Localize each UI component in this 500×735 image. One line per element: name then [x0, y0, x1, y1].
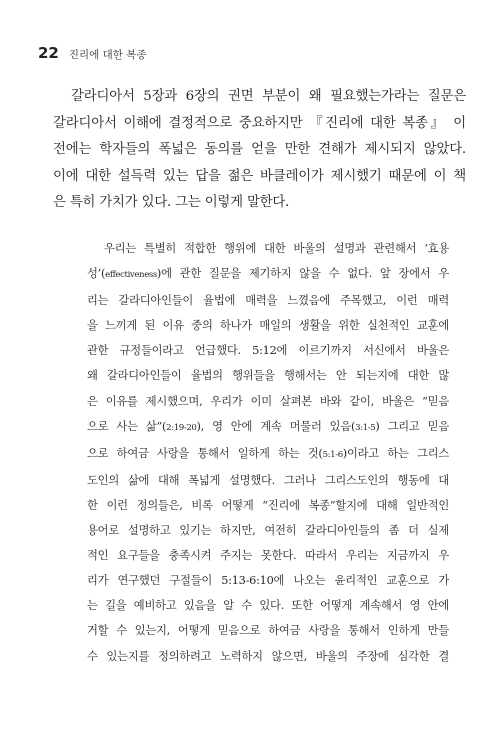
body-line: 전에는 학자들의 폭넓은 동의를 얻을 만한 견해가 제시되지 않았다. [53, 142, 466, 157]
quote-line: 리는 갈라디아인들이 율법에 매력을 느꼈음에 주목했고, 이런 매력 [87, 294, 449, 308]
quote-line: 왜 갈라디아인들이 율법의 행위들을 행해서는 안 되는지에 대한 많 [87, 369, 449, 383]
quote-text: 으로 사는 삶”( [87, 419, 167, 433]
scripture-reference: 3:1-5 [355, 422, 376, 433]
quote-line: 수 있는지를 정의하려고 노력하지 않으면, 바울의 주장에 심각한 결 [87, 649, 449, 663]
quote-line [87, 441, 449, 468]
block-quote [87, 236, 449, 669]
running-header [38, 44, 147, 62]
quote-line: 는 길을 예비하고 있음을 알 수 있다. 또한 어떻게 계속해서 영 안에 [87, 599, 449, 613]
running-title: 진리에 대한 복종 [68, 49, 147, 61]
scripture-reference: 2:19-20 [166, 422, 197, 433]
quote-line: 을 느끼게 된 이유 중의 하나가 매일의 생활을 위한 실천적인 교훈에 [87, 319, 449, 333]
quote-line: 은 이유를 제시했으며, 우리가 이미 살펴본 바와 같이, 바울은 “믿음 [87, 394, 449, 408]
english-term: effectiveness [105, 270, 157, 281]
quote-line: 우리는 특별히 적합한 행위에 대한 바울의 설명과 관련해서 ‘효용 [104, 242, 449, 255]
body-paragraph [53, 84, 466, 217]
scripture-reference: 5:1-6 [322, 449, 343, 460]
quote-line [87, 261, 449, 288]
quote-line: 거할 수 있는지, 어떻게 믿음으로 하여금 사랑을 통해서 인하게 만들 [87, 624, 449, 638]
quote-text: 성’( [87, 267, 106, 281]
quote-line: 한 이런 정의들은, 비록 어떻게 “진리에 복종”할지에 대해 일반적인 [87, 498, 449, 512]
body-line: 이에 대한 설득력 있는 답을 젊은 바클레이가 제시했기 때문에 이 책 [53, 168, 466, 184]
quote-line: 도인의 삶에 대해 폭넓게 설명했다. 그러나 그리스도인의 행동에 대 [87, 473, 449, 487]
quote-text: )이라고 하는 그리스 [342, 446, 449, 460]
quote-line [87, 414, 449, 441]
body-line: 은 특히 가치가 있다. 그는 이렇게 말한다. [53, 195, 290, 210]
quote-line: 리가 연구했던 구절들이 5:13-6:10에 나오는 윤리적인 교훈으로 가 [87, 574, 449, 588]
page-number: 22 [38, 44, 59, 62]
body-line: 갈라디아서 5장과 6장의 권면 부분이 왜 필요했는가라는 질문은 [71, 89, 466, 104]
quote-line: 관한 규정들이라고 언급했다. 5:12에 이르기까지 서신에서 바울은 [87, 344, 449, 358]
quote-line: 적인 요구들을 충족시켜 주지는 못한다. 따라서 우리는 지금까지 우 [87, 549, 449, 563]
quote-text: 으로 하여금 사랑을 통해서 일하게 하는 것( [87, 446, 323, 460]
quote-text: ), 영 안에 계속 머물러 있음( [196, 419, 356, 433]
quote-text: )에 관한 질문을 제기하지 않을 수 없다. 앞 장에서 우 [156, 267, 449, 281]
quote-text: ) 그리고 믿음 [375, 419, 449, 433]
body-line: 갈라디아서 이해에 결정적으로 중요하지만 『진리에 대한 복종』 이 [53, 115, 466, 131]
quote-line: 용어로 설명하고 있기는 하지만, 여전히 갈라디아인들의 좀 더 실제 [87, 524, 449, 538]
